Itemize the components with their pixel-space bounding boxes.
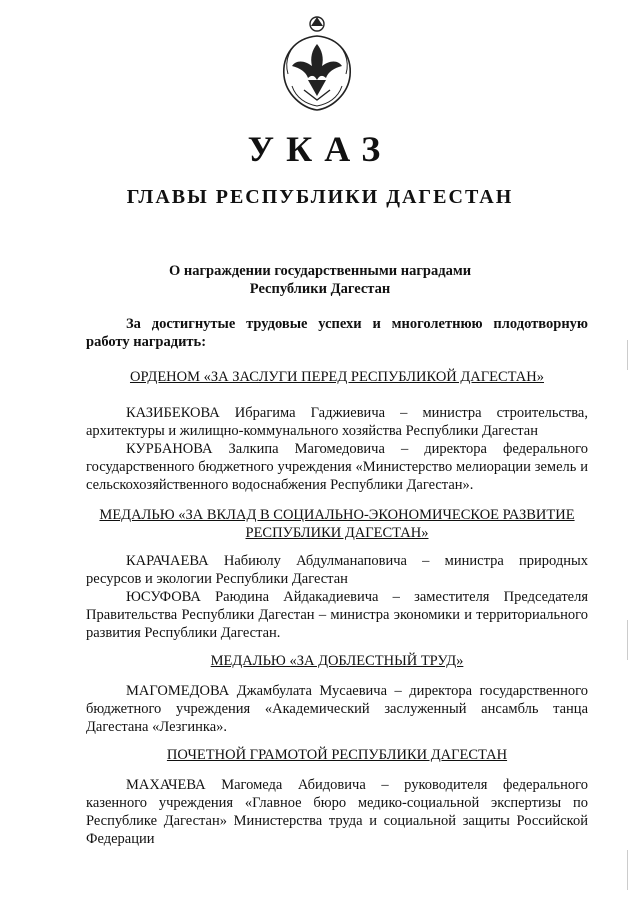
awardee-paragraph: КУРБАНОВА Залкипа Магомедовича – директора федерального государственного бюджетного учреждения «Министерство мелиорации земель и сельскохозяйственного водоснабжения Республики Дагестан». <box>86 441 588 493</box>
dagestan-coat-of-arms-icon <box>274 14 360 114</box>
decree-intro <box>86 315 588 351</box>
section-title-medal-contribution: МЕДАЛЬЮ «ЗА ВКЛАД В СОЦИАЛЬНО-ЭКОНОМИЧЕСКОЕ РАЗВИТИЕ РЕСПУБЛИКИ ДАГЕСТАН» <box>99 507 575 541</box>
scan-artifact <box>627 340 628 370</box>
document-title: УКАЗ <box>247 129 393 169</box>
scan-artifact <box>627 620 628 660</box>
awardee-paragraph: КАРАЧАЕВА Набиюлу Абдулманаповича – министра природных ресурсов и экологии Республики Дагестан <box>86 553 588 587</box>
heading-line-1: О награждении государственными наградами <box>168 263 472 279</box>
section-title-order: ОРДЕНОМ «ЗА ЗАСЛУГИ ПЕРЕД РЕСПУБЛИКОЙ ДАГЕСТАН» <box>129 369 544 385</box>
awardee-paragraph: МАГОМЕДОВА Джамбулата Мусаевича – директора государственного бюджетного учреждения «Академический заслуженный ансамбль танца Дагестана «Лезгинка». <box>86 683 588 735</box>
awardee-paragraph: ЮСУФОВА Раюдина Айдакадиевича – заместителя Председателя Правительства Республики Дагестан – министра экономики и территориального развития Республики Дагестан. <box>86 589 588 641</box>
section-title-medal-labor: МЕДАЛЬЮ «ЗА ДОБЛЕСТНЫЙ ТРУД» <box>210 653 464 669</box>
decree-heading <box>0 262 640 298</box>
awardee-paragraph: КАЗИБЕКОВА Ибрагима Гаджиевича – министра строительства, архитектуры и жилищно-коммунального хозяйства Республики Дагестан <box>86 405 588 439</box>
heading-line-2: Республики Дагестан <box>249 281 391 297</box>
section-title-honor-certificate: ПОЧЕТНОЙ ГРАМОТОЙ РЕСПУБЛИКИ ДАГЕСТАН <box>166 747 508 763</box>
intro-line-1: За достигнутые трудовые успехи и многолетнюю плодотворную <box>126 316 588 332</box>
intro-line-2: работу наградить: <box>86 334 207 350</box>
awardee-paragraph: МАХАЧЕВА Магомеда Абидовича – руководителя федерального казенного учреждения «Главное бюро медико-социальной экспертизы по Республике Дагестан» Министерства труда и социальной защиты Российской Федерации <box>86 777 588 847</box>
scan-artifact <box>627 850 628 890</box>
document-subtitle: ГЛАВЫ РЕСПУБЛИКИ ДАГЕСТАН <box>126 186 514 208</box>
